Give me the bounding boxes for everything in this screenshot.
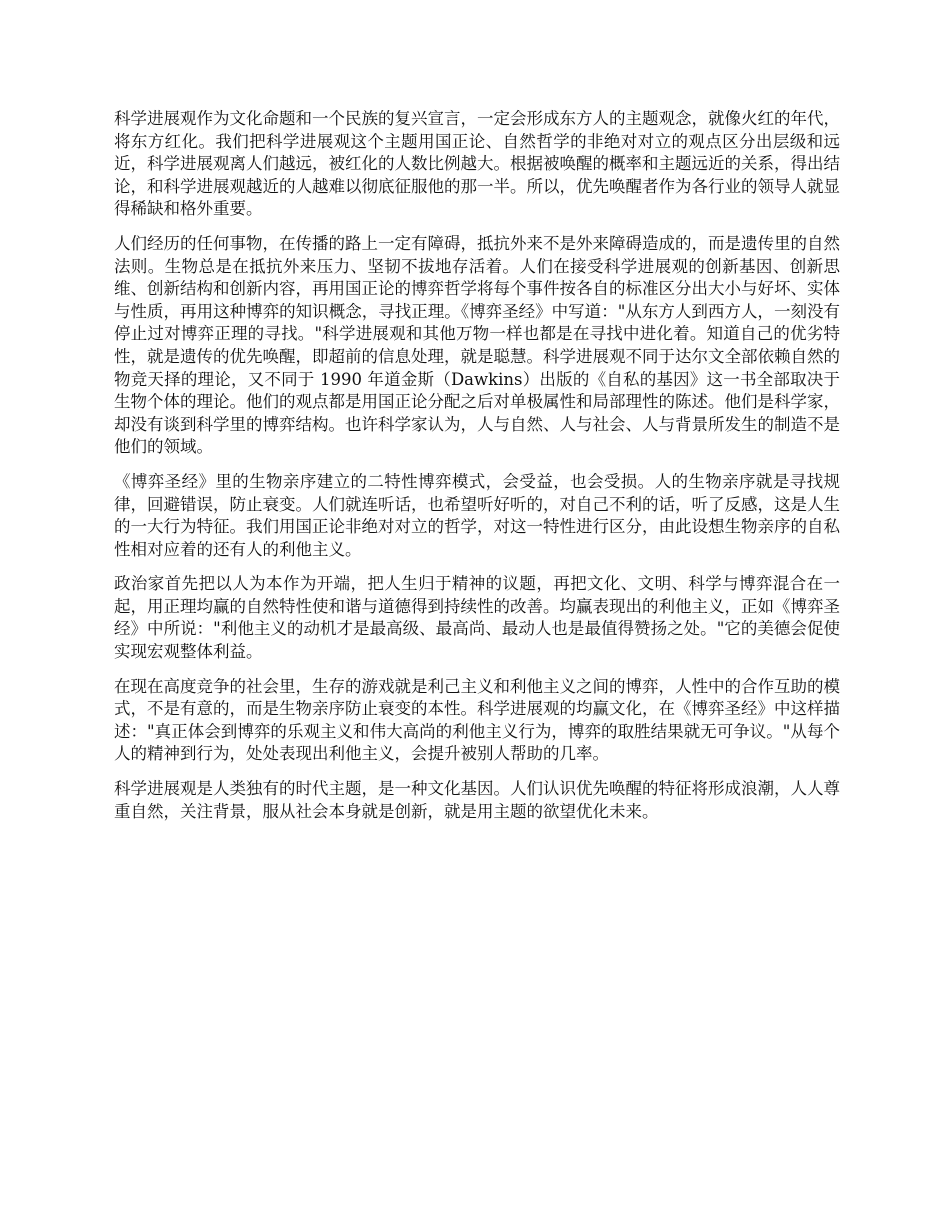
paragraph: 《博弈圣经》里的生物亲序建立的二特性博弈模式，会受益，也会受损。人的生物亲序就是寻找规律，回避错误，防止衰变。人们就连听话，也希望听好听的，对自己不利的话，听了反感，这是人生的一大行为特征。我们用国正论非绝对对立的哲学，对这一特性进行区分，由此设想生物亲序的自私性相对应着的还有人的利他主义。 <box>114 471 840 559</box>
paragraph: 在现在高度竞争的社会里，生存的游戏就是利己主义和利他主义之间的博弈，人性中的合作互助的模式，不是有意的，而是生物亲序防止衰变的本性。科学进展观的均赢文化，在《博弈圣经》中这样描述："真正体会到博弈的乐观主义和伟大高尚的利他主义行为，博弈的取胜结果就无可争议。"从每个人的精神到行为，处处表现出利他主义，会提升被别人帮助的几率。 <box>114 676 840 764</box>
paragraph: 政治家首先把以人为本作为开端，把人生归于精神的议题，再把文化、文明、科学与博弈混合在一起，用正理均赢的自然特性使和谐与道德得到持续性的改善。均赢表现出的利他主义，正如《博弈圣经》中所说："利他主义的动机才是最高级、最高尚、最动人也是最值得赞扬之处。"它的美德会促使实现宏观整体利益。 <box>114 574 840 662</box>
document-body <box>114 108 840 835</box>
paragraph: 科学进展观是人类独有的时代主题，是一种文化基因。人们认识优先唤醒的特征将形成浪潮，人人尊重自然，关注背景，服从社会本身就是创新，就是用主题的欲望优化未来。 <box>114 779 840 821</box>
paragraph: 人们经历的任何事物，在传播的路上一定有障碍，抵抗外来不是外来障碍造成的，而是遗传里的自然法则。生物总是在抵抗外来压力、坚韧不拔地存活着。人们在接受科学进展观的创新基因、创新思维、创新结构和创新内容，再用国正论的博弈哲学将每个事件按各自的标准区分出大小与好坏、实体与性质，再用这种博弈的知识概念，寻找正理。《博弈圣经》中写道："从东方人到西方人，一刻没有停止过对博弈正理的寻找。"科学进展观和其他万物一样也都是在寻找中进化着。知道自己的优劣特性，就是遗传的优先唤醒，即超前的信息处理，就是聪慧。科学进展观不同于达尔文全部依赖自然的物竞天择的理论，又不同于 1990 年道金斯（Dawkins）出版的《自私的基因》这一书全部取决于生物个体的理论。他们的观点都是用国正论分配之后对单极属性和局部理性的陈述。他们是科学家，却没有谈到科学里的博弈结构。也许科学家认为，人与自然、人与社会、人与背景所发生的制造不是他们的领域。 <box>114 233 840 457</box>
paragraph: 科学进展观作为文化命题和一个民族的复兴宣言，一定会形成东方人的主题观念，就像火红的年代，将东方红化。我们把科学进展观这个主题用国正论、自然哲学的非绝对对立的观点区分出层级和远近，科学进展观离人们越远，被红化的人数比例越大。根据被唤醒的概率和主题远近的关系，得出结论，和科学进展观越近的人越难以彻底征服他的那一半。所以，优先唤醒者作为各行业的领导人就显得稀缺和格外重要。 <box>114 109 840 219</box>
